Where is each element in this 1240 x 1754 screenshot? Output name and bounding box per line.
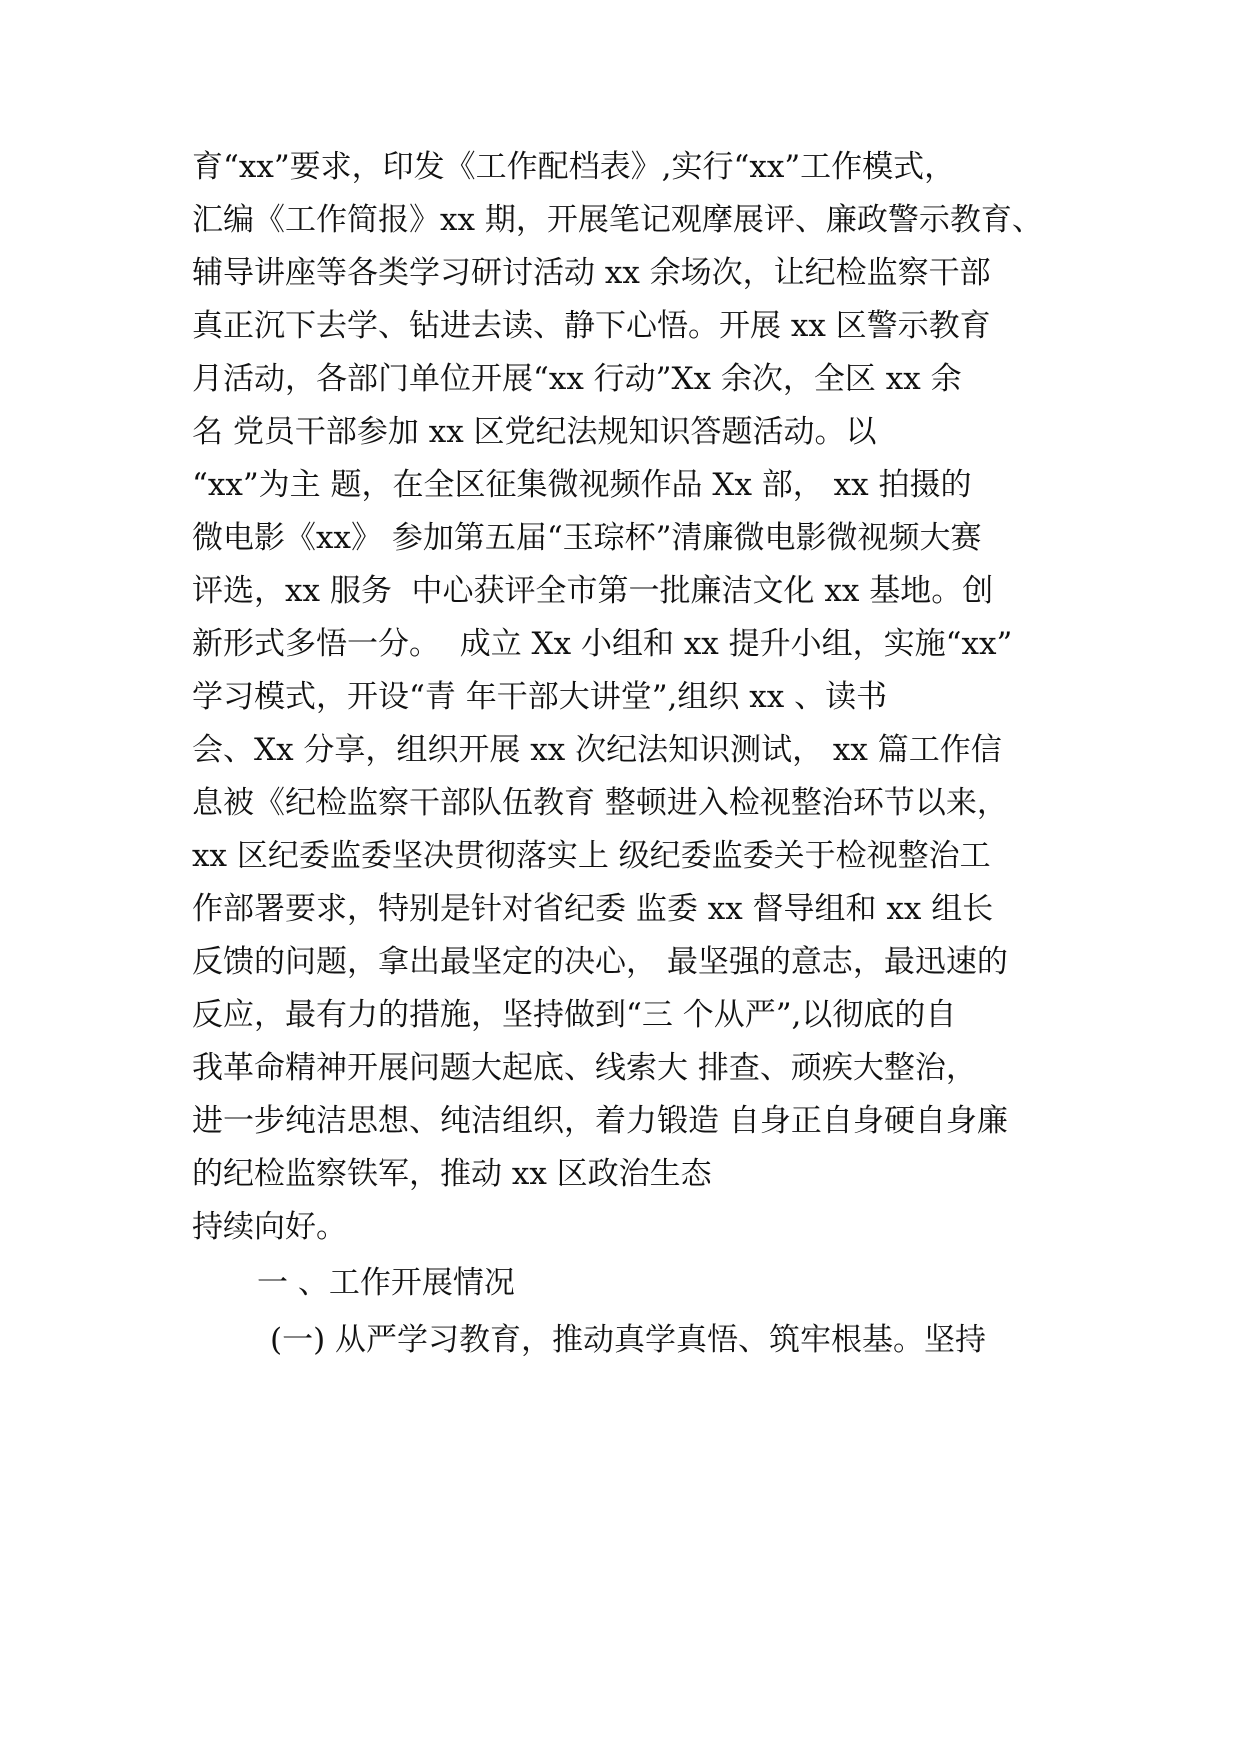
- text-line: 反应，最有力的措施，坚持做到“三 个从严”,以彻底的自: [192, 997, 957, 1033]
- text-line: 作部署要求，特别是针对省纪委 监委 xx 督导组和 xx 组长: [192, 891, 994, 927]
- text-line: 辅导讲座等各类学习研讨活动 xx 余场次，让纪检监察干部: [192, 255, 991, 291]
- text-line: “xx”为主 题，在全区征集微视频作品 Xx 部， xx 拍摄的: [192, 467, 972, 503]
- text-line: 我革命精神开展问题大起底、线索大 排查、顽疾大整治，: [192, 1050, 977, 1086]
- text-line: 育“xx”要求，印发《工作配档表》,实行“xx”工作模式，: [192, 149, 956, 185]
- text-line: 真正沉下去学、钻进去读、静下心悟。开展 xx 区警示教育: [192, 308, 991, 344]
- text-line: 汇编《工作简报》xx 期，开展笔记观摩展评、廉政警示教育、: [192, 202, 1043, 238]
- text-line: 名 党员干部参加 xx 区党纪法规知识答题活动。以: [192, 414, 877, 450]
- subsection-line: (一) 从严学习教育，推动真学真悟、筑牢根基。坚持: [270, 1322, 987, 1358]
- text-line: 反馈的问题，拿出最坚定的决心， 最坚强的意志，最迅速的: [192, 944, 1008, 980]
- text-line: 新形式多悟一分。 成立 Xx 小组和 xx 提升小组，实施“xx”: [192, 626, 1013, 662]
- section-heading: 一 、工作开展情况: [257, 1265, 515, 1301]
- text-line: 学习模式，开设“青 年干部大讲堂”,组织 xx 、读书: [192, 679, 888, 715]
- text-line: 持续向好。: [192, 1209, 347, 1245]
- text-line: 进一步纯洁思想、纯洁组织，着力锻造 自身正自身硬自身廉: [192, 1103, 1008, 1139]
- text-line: 息被《纪检监察干部队伍教育 整顿进入检视整治环节以来，: [192, 785, 1008, 821]
- text-line: 月活动，各部门单位开展“xx 行动”Xx 余次，全区 xx 余: [192, 361, 962, 397]
- text-line: xx 区纪委监委坚决贯彻落实上 级纪委监委关于检视整治工: [192, 838, 991, 874]
- text-line: 微电影《xx》 参加第五届“玉琮杯”清廉微电影微视频大赛: [192, 520, 982, 556]
- text-line: 会、Xx 分享，组织开展 xx 次纪法知识测试， xx 篇工作信: [192, 732, 1002, 768]
- text-line: 的纪检监察铁军，推动 xx 区政治生态: [192, 1156, 712, 1192]
- text-line: 评选，xx 服务 中心获评全市第一批廉洁文化 xx 基地。创: [192, 573, 994, 609]
